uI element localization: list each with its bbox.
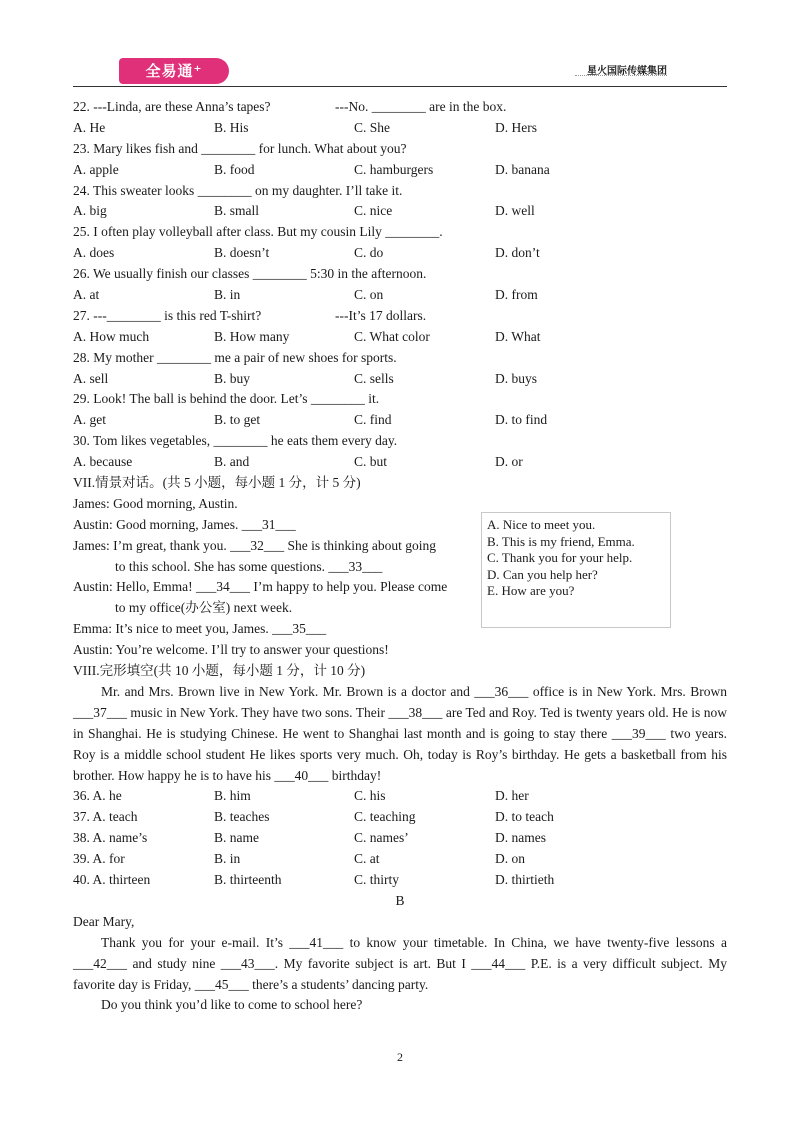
dialogue-line: to my office(办公室) next week. [115, 600, 293, 616]
option-d: D. her [495, 788, 529, 804]
multiple-choice-section [73, 97, 727, 473]
option-b: B. His [214, 119, 249, 135]
question-text: 29. Look! The ball is behind the door. Let’s ________ it. [73, 391, 380, 407]
cloze-option-row [73, 870, 727, 891]
question-stem [73, 181, 727, 202]
answer-options [73, 410, 727, 431]
option-b: B. to get [214, 412, 261, 428]
question-stem [73, 222, 727, 243]
dialogue-option: A. Nice to meet you. [487, 517, 596, 532]
answer-options [73, 285, 727, 306]
answer-options [73, 118, 727, 139]
dialogue-option: D. Can you help her? [487, 566, 598, 582]
option-b: B. name [214, 830, 259, 846]
publisher-underline [575, 75, 667, 78]
option-b: B. him [214, 788, 251, 804]
option-d: D. Hers [495, 119, 537, 135]
answer-options [73, 201, 727, 222]
publisher-name: 星火国际传媒集团 [587, 66, 667, 77]
option-d: D. buys [495, 370, 538, 386]
cloze-passage-a: Mr. and Mrs. Brown live in New York. Mr. Brown is a doctor and ___36___ office is in New York. Mrs. Brown ___37___ music in New York. They have two sons. Their ___38___ are Ted and Roy. Ted is twenty years old. He is now in Shanghai. He is studying Chinese. He went to Shanghai last month and is going to stay there ___39___ two years. Roy is a middle school student He likes sports very much. Oh, today is Roy’s birthday. He gets a basketball from his brother. How happy he is to have his ___40___ birthday! [73, 683, 727, 783]
option-c: C. names’ [354, 830, 409, 846]
option-a: 40. A. thirteen [73, 872, 151, 888]
option-a: 36. A. he [73, 788, 122, 804]
question-text: 26. We usually finish our classes ________ 5:30 in the afternoon. [73, 266, 427, 282]
option-d: D. on [495, 851, 525, 867]
dialogue [73, 494, 473, 661]
question-text: 23. Mary likes fish and ________ for lunch. What about you? [73, 140, 407, 156]
option-d: D. to teach [495, 809, 554, 825]
question-text: 30. Tom likes vegetables, ________ he eats them every day. [73, 433, 398, 449]
option-b: B. teaches [214, 809, 270, 825]
option-c: C. on [354, 287, 384, 303]
dialogue-line: James: I’m great, thank you. ___32___ She is thinking about going [73, 537, 436, 553]
option-a: A. because [73, 454, 133, 470]
question-stem [73, 264, 727, 285]
option-c: C. She [354, 119, 391, 135]
question-reply: ---No. ________ are in the box. [335, 99, 507, 114]
option-a: 37. A. teach [73, 809, 138, 825]
option-b: B. How many [214, 328, 290, 344]
question-stem [73, 306, 727, 327]
option-b: B. food [214, 161, 255, 177]
option-a: 38. A. name’s [73, 830, 148, 846]
answer-options [73, 243, 727, 264]
dialogue-line: Austin: Hello, Emma! ___34___ I’m happy to help you. Please come [73, 579, 448, 595]
option-d: D. well [495, 203, 535, 219]
option-c: C. his [354, 788, 386, 804]
option-a: A. apple [73, 161, 119, 177]
option-b: B. in [214, 851, 241, 867]
cloze-option-row [73, 807, 727, 828]
option-a: A. How much [73, 328, 150, 344]
question-text: 24. This sweater looks ________ on my daughter. I’ll take it. [73, 182, 403, 198]
option-d: D. to find [495, 412, 548, 428]
dialogue-line: Emma: It’s nice to meet you, James. ___35___ [73, 621, 327, 637]
option-b: B. small [214, 203, 260, 219]
option-d: D. What [495, 328, 541, 344]
part-label: B [395, 892, 405, 908]
cloze-option-row [73, 849, 727, 870]
option-a: A. big [73, 203, 107, 219]
option-c: C. thirty [354, 872, 400, 888]
question-text: 27. ---________ is this red T-shirt? [73, 307, 262, 323]
option-c: C. find [354, 412, 392, 428]
cloze-options [73, 786, 727, 890]
option-b: B. doesn’t [214, 245, 270, 261]
header-divider [73, 86, 727, 87]
dialogue-line: Austin: Good morning, James. ___31___ [73, 516, 296, 532]
dialogue-options-box [481, 512, 671, 628]
question-stem [73, 348, 727, 369]
answer-options [73, 160, 727, 181]
option-c: C. teaching [354, 809, 416, 825]
option-a: 39. A. for [73, 851, 125, 867]
option-d: D. names [495, 830, 546, 846]
cloze-option-row [73, 828, 727, 849]
option-a: A. He [73, 119, 106, 135]
dialogue-option: B. This is my friend, Emma. [487, 533, 635, 549]
option-c: C. What color [354, 328, 430, 344]
option-a: A. does [73, 245, 115, 261]
question-stem [73, 97, 727, 118]
answer-options [73, 369, 727, 390]
question-reply: ---It’s 17 dollars. [335, 307, 427, 323]
option-b: B. in [214, 287, 241, 303]
answer-options [73, 327, 727, 348]
option-d: D. don’t [495, 245, 540, 261]
section-title: VIII.完形填空(共 10 小题，每小题 1 分，计 10 分) [73, 663, 366, 679]
option-d: D. from [495, 287, 538, 303]
page-header [73, 58, 727, 88]
dialogue-line: James: Good morning, Austin. [73, 495, 238, 511]
question-stem [73, 431, 727, 452]
question-stem [73, 139, 727, 160]
dialogue-line: to this school. She has some questions. ___33___ [115, 558, 383, 574]
question-text: 25. I often play volleyball after class. But my cousin Lily ________. [73, 224, 443, 240]
option-d: D. or [495, 454, 523, 470]
option-a: A. at [73, 287, 100, 303]
page-number: 2 [397, 1050, 403, 1064]
option-c: C. sells [354, 370, 394, 386]
option-c: C. nice [354, 203, 393, 219]
dialogue-line: Austin: You’re welcome. I’ll try to answer your questions! [73, 642, 389, 658]
section-title: VII.情景对话。(共 5 小题，每小题 1 分，计 5 分) [73, 475, 361, 491]
question-stem [73, 389, 727, 410]
option-b: B. buy [214, 370, 251, 386]
option-d: D. thirtieth [495, 872, 555, 888]
cloze-passage-b-closing: Do you think you’d like to come to school here? [101, 997, 363, 1013]
cloze-passage-b: Thank you for your e-mail. It’s ___41___ to know your timetable. In China, we have twenty-five lessons a ___42___ and study nine ___43___. My favorite subject is art. But I ___44___ P.E. is a very difficult subject. My favorite day is Friday, ___45___ there’s a students’ dancing party. [73, 934, 727, 992]
option-a: A. sell [73, 370, 109, 386]
option-c: C. do [354, 245, 384, 261]
dialogue-option: C. Thank you for your help. [487, 550, 633, 565]
option-a: A. get [73, 412, 106, 428]
option-b: B. and [214, 454, 250, 470]
brand-logo: 全易通⁺ [119, 58, 229, 84]
option-c: C. but [354, 454, 388, 470]
answer-options [73, 452, 727, 473]
option-c: C. hamburgers [354, 161, 434, 177]
dialogue-option: E. How are you? [487, 583, 575, 598]
question-text: 28. My mother ________ me a pair of new shoes for sports. [73, 349, 397, 365]
question-text: 22. ---Linda, are these Anna’s tapes? [73, 99, 271, 114]
option-c: C. at [354, 851, 380, 867]
cloze-option-row [73, 786, 727, 807]
option-d: D. banana [495, 161, 550, 177]
option-b: B. thirteenth [214, 872, 282, 888]
letter-greeting: Dear Mary, [73, 913, 135, 929]
